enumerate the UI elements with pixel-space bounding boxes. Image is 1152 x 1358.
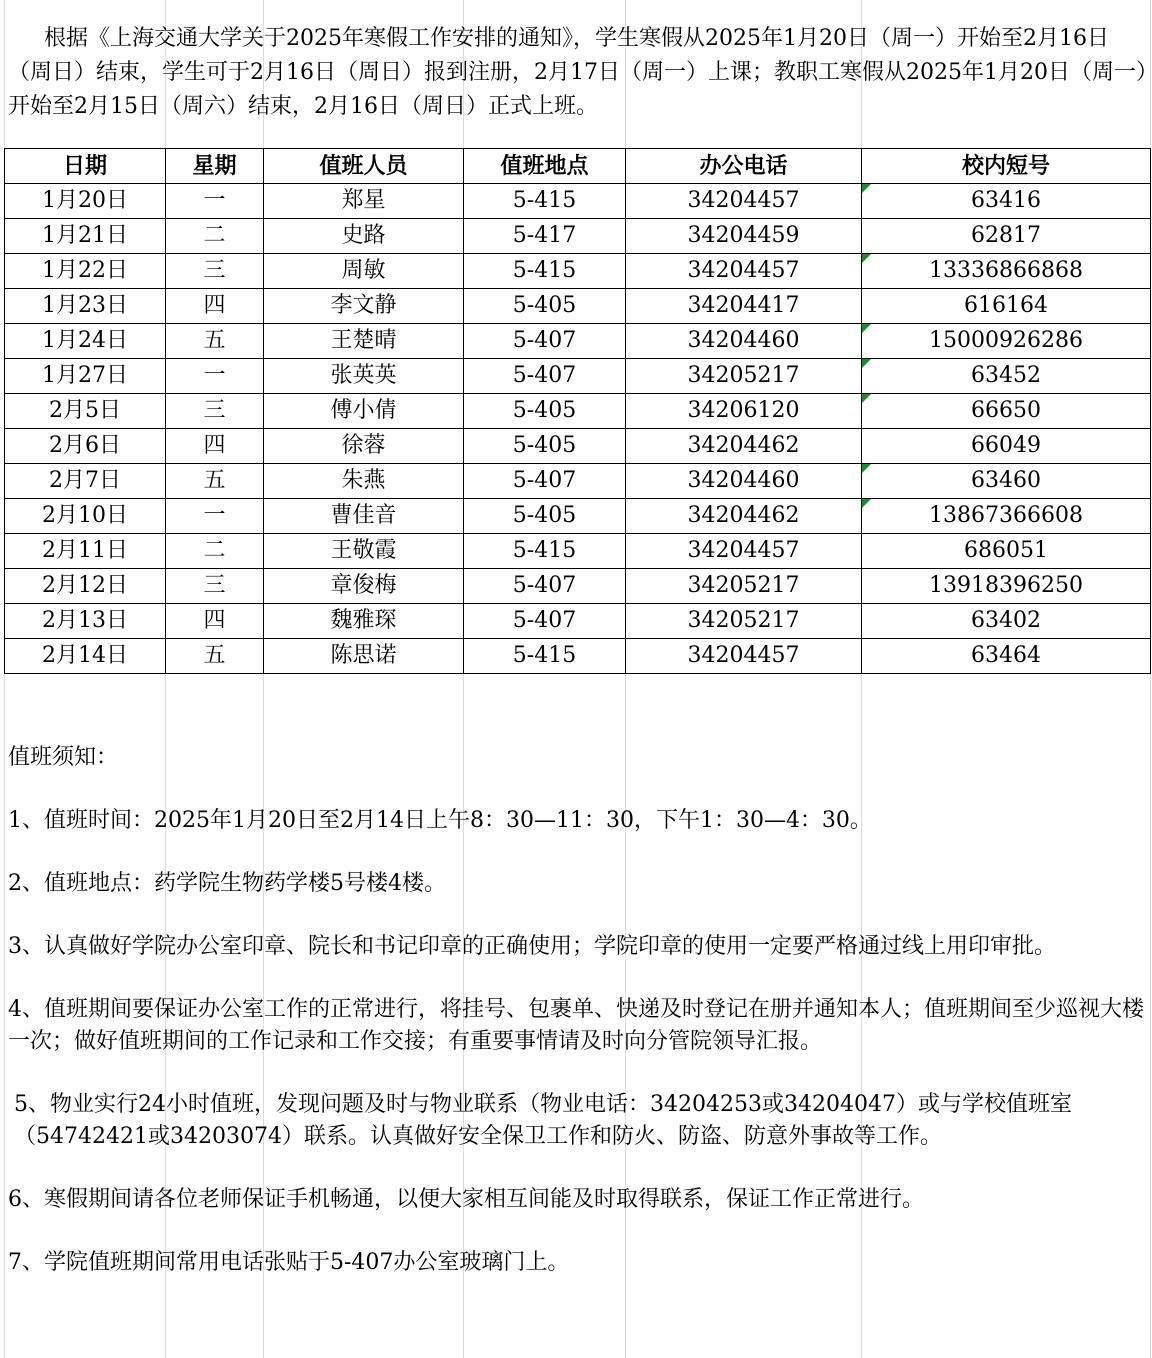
table-row bbox=[5, 219, 1151, 254]
cell-comment-flag-icon bbox=[862, 499, 871, 508]
cell-location-text: 5-407 bbox=[512, 573, 577, 598]
header-person[interactable]: 值班人员 bbox=[264, 149, 464, 184]
cell-office-phone-text: 34204460 bbox=[687, 468, 800, 493]
cell-weekday[interactable] bbox=[166, 219, 264, 254]
cell-weekday-text: 二 bbox=[203, 538, 226, 563]
cell-office-phone[interactable] bbox=[626, 254, 862, 289]
cell-date[interactable] bbox=[5, 219, 166, 254]
cell-person-text: 周敏 bbox=[341, 258, 386, 283]
cell-date-text: 1月23日 bbox=[42, 293, 128, 318]
cell-date-text: 1月22日 bbox=[42, 258, 128, 283]
cell-short-number[interactable] bbox=[862, 499, 1151, 534]
intro-paragraph: 根据《上海交通大学关于2025年寒假工作安排的通知》，学生寒假从2025年1月20日（周一）开始至2月16日（周日）结束，学生可于2月16日（周日）报到注册，2月17日（周一）上课；教职工寒假从2025年1月20日（周一）开始至2月15日（周六）结束，2月16日（周日）正式上班。 bbox=[8, 26, 1147, 119]
cell-date[interactable] bbox=[5, 324, 166, 359]
cell-weekday-text: 三 bbox=[203, 573, 226, 598]
cell-location-text: 5-405 bbox=[512, 398, 577, 423]
cell-office-phone[interactable] bbox=[626, 464, 862, 499]
cell-short-number[interactable] bbox=[862, 184, 1151, 219]
table-row bbox=[5, 184, 1151, 219]
cell-person-text: 郑星 bbox=[341, 188, 386, 213]
cell-weekday[interactable] bbox=[166, 394, 264, 429]
cell-office-phone-text: 34204417 bbox=[687, 293, 800, 318]
header-location[interactable]: 值班地点 bbox=[464, 149, 626, 184]
cell-date[interactable] bbox=[5, 254, 166, 289]
cell-short-number-text: 686051 bbox=[964, 538, 1048, 563]
cell-location-text: 5-415 bbox=[512, 538, 577, 563]
cell-office-phone-text: 34205217 bbox=[687, 363, 800, 388]
cell-weekday[interactable] bbox=[166, 429, 264, 464]
cell-person-text: 李文静 bbox=[330, 293, 397, 318]
cell-date[interactable] bbox=[5, 569, 166, 604]
cell-weekday-text: 五 bbox=[203, 468, 226, 493]
note-item-3: 3、认真做好学院办公室印章、院长和书记印章的正确使用；学院印章的使用一定要严格通过线上用印审批。 bbox=[8, 934, 1057, 959]
cell-weekday[interactable] bbox=[166, 569, 264, 604]
cell-office-phone-text: 34204457 bbox=[687, 643, 800, 668]
cell-weekday-text: 二 bbox=[203, 223, 226, 248]
note-item-5: 5、物业实行24小时值班，发现问题及时与物业联系（物业电话：34204253或34204047）或与学校值班室（54742421或34203074）联系。认真做好安全保卫工作和防火、防盗、防意外事故等工作。 bbox=[14, 1092, 1072, 1149]
cell-date-text: 2月6日 bbox=[49, 433, 121, 458]
cell-person[interactable] bbox=[264, 324, 464, 359]
header-weekday[interactable]: 星期 bbox=[166, 149, 264, 184]
table-row bbox=[5, 569, 1151, 604]
table-body bbox=[5, 184, 1151, 674]
cell-short-number[interactable] bbox=[862, 464, 1151, 499]
cell-location[interactable] bbox=[464, 289, 626, 324]
cell-location-text: 5-405 bbox=[512, 503, 577, 528]
cell-office-phone[interactable] bbox=[626, 394, 862, 429]
cell-weekday-text: 五 bbox=[203, 328, 226, 353]
cell-weekday-text: 一 bbox=[203, 503, 226, 528]
cell-location[interactable] bbox=[464, 534, 626, 569]
cell-short-number[interactable] bbox=[862, 534, 1151, 569]
cell-short-number[interactable] bbox=[862, 219, 1151, 254]
cell-comment-flag-icon bbox=[862, 324, 871, 333]
cell-date-text: 2月14日 bbox=[42, 643, 128, 668]
cell-location-text: 5-407 bbox=[512, 363, 577, 388]
cell-date[interactable] bbox=[5, 359, 166, 394]
cell-person[interactable] bbox=[264, 254, 464, 289]
cell-person-text: 朱燕 bbox=[341, 468, 386, 493]
cell-short-number[interactable] bbox=[862, 254, 1151, 289]
cell-location-text: 5-407 bbox=[512, 608, 577, 633]
header-date[interactable]: 日期 bbox=[5, 149, 166, 184]
cell-short-number[interactable] bbox=[862, 429, 1151, 464]
cell-person-text: 史路 bbox=[341, 223, 386, 248]
table-row bbox=[5, 639, 1151, 674]
cell-short-number[interactable] bbox=[862, 359, 1151, 394]
cell-short-number-text: 63402 bbox=[971, 608, 1041, 633]
note-item-2: 2、值班地点：药学院生物药学楼5号楼4楼。 bbox=[8, 871, 446, 896]
cell-office-phone[interactable] bbox=[626, 359, 862, 394]
table-row bbox=[5, 254, 1151, 289]
cell-person-text: 章俊梅 bbox=[330, 573, 397, 598]
cell-person-text: 曹佳音 bbox=[330, 503, 397, 528]
header-short-number[interactable]: 校内短号 bbox=[862, 149, 1151, 184]
table-row bbox=[5, 324, 1151, 359]
cell-weekday-text: 四 bbox=[203, 293, 226, 318]
cell-person[interactable] bbox=[264, 604, 464, 639]
cell-location-text: 5-415 bbox=[512, 188, 577, 213]
cell-date-text: 2月10日 bbox=[42, 503, 128, 528]
cell-office-phone[interactable] bbox=[626, 289, 862, 324]
table-row bbox=[5, 429, 1151, 464]
cell-person[interactable] bbox=[264, 639, 464, 674]
cell-person[interactable] bbox=[264, 289, 464, 324]
cell-date-text: 1月21日 bbox=[42, 223, 128, 248]
cell-office-phone[interactable] bbox=[626, 569, 862, 604]
duty-roster-table bbox=[4, 148, 1151, 674]
cell-office-phone-text: 34205217 bbox=[687, 608, 800, 633]
cell-short-number-text: 13336866868 bbox=[929, 258, 1083, 283]
cell-short-number-text: 13918396250 bbox=[929, 573, 1083, 598]
cell-date-text: 2月12日 bbox=[42, 573, 128, 598]
cell-short-number-text: 66650 bbox=[971, 398, 1041, 423]
cell-date[interactable] bbox=[5, 534, 166, 569]
cell-location[interactable] bbox=[464, 569, 626, 604]
note-item-6: 6、寒假期间请各位老师保证手机畅通，以便大家相互间能及时取得联系，保证工作正常进行。 bbox=[8, 1187, 925, 1212]
cell-person-text: 张英英 bbox=[330, 363, 397, 388]
note-item-1: 1、值班时间：2025年1月20日至2月14日上午8：30—11：30，下午1：30—4：30。 bbox=[8, 808, 872, 833]
cell-office-phone[interactable] bbox=[626, 219, 862, 254]
cell-person-text: 王敬霞 bbox=[330, 538, 397, 563]
cell-person[interactable] bbox=[264, 429, 464, 464]
cell-date[interactable] bbox=[5, 429, 166, 464]
cell-short-number[interactable] bbox=[862, 639, 1151, 674]
cell-short-number-text: 62817 bbox=[971, 223, 1041, 248]
cell-date[interactable] bbox=[5, 464, 166, 499]
cell-location-text: 5-407 bbox=[512, 468, 577, 493]
cell-office-phone[interactable] bbox=[626, 324, 862, 359]
cell-location[interactable] bbox=[464, 324, 626, 359]
cell-location[interactable] bbox=[464, 499, 626, 534]
cell-location-text: 5-415 bbox=[512, 258, 577, 283]
cell-weekday[interactable] bbox=[166, 639, 264, 674]
cell-short-number[interactable] bbox=[862, 324, 1151, 359]
cell-short-number-text: 616164 bbox=[964, 293, 1048, 318]
cell-office-phone[interactable] bbox=[626, 639, 862, 674]
notes-title: 值班须知： bbox=[8, 745, 119, 770]
cell-person[interactable] bbox=[264, 499, 464, 534]
cell-person[interactable] bbox=[264, 219, 464, 254]
cell-office-phone[interactable] bbox=[626, 534, 862, 569]
cell-person[interactable] bbox=[264, 464, 464, 499]
cell-short-number-text: 13867366608 bbox=[929, 503, 1083, 528]
cell-date[interactable] bbox=[5, 499, 166, 534]
cell-location[interactable] bbox=[464, 359, 626, 394]
table-row bbox=[5, 394, 1151, 429]
cell-weekday-text: 三 bbox=[203, 258, 226, 283]
cell-comment-flag-icon bbox=[862, 394, 871, 403]
cell-weekday[interactable] bbox=[166, 604, 264, 639]
cell-person-text: 王楚晴 bbox=[330, 328, 397, 353]
cell-person[interactable] bbox=[264, 394, 464, 429]
cell-date-text: 2月5日 bbox=[49, 398, 121, 423]
cell-office-phone-text: 34204462 bbox=[687, 433, 800, 458]
cell-weekday-text: 四 bbox=[203, 608, 226, 633]
cell-comment-flag-icon bbox=[862, 254, 871, 263]
table-row bbox=[5, 464, 1151, 499]
table-row bbox=[5, 289, 1151, 324]
cell-short-number-text: 66049 bbox=[971, 433, 1041, 458]
cell-date[interactable] bbox=[5, 289, 166, 324]
cell-weekday[interactable] bbox=[166, 534, 264, 569]
cell-person-text: 魏雅琛 bbox=[330, 608, 397, 633]
cell-person[interactable] bbox=[264, 534, 464, 569]
cell-short-number-text: 15000926286 bbox=[929, 328, 1083, 353]
cell-office-phone[interactable] bbox=[626, 499, 862, 534]
cell-weekday[interactable] bbox=[166, 289, 264, 324]
cell-person-text: 傅小倩 bbox=[330, 398, 397, 423]
cell-weekday-text: 五 bbox=[203, 643, 226, 668]
cell-location[interactable] bbox=[464, 639, 626, 674]
table-row bbox=[5, 359, 1151, 394]
cell-person-text: 陈思诺 bbox=[330, 643, 397, 668]
cell-location-text: 5-415 bbox=[512, 643, 577, 668]
cell-office-phone[interactable] bbox=[626, 429, 862, 464]
cell-weekday[interactable] bbox=[166, 324, 264, 359]
cell-person-text: 徐蓉 bbox=[341, 433, 386, 458]
cell-date[interactable] bbox=[5, 394, 166, 429]
cell-person[interactable] bbox=[264, 184, 464, 219]
cell-person[interactable] bbox=[264, 569, 464, 604]
cell-weekday-text: 一 bbox=[203, 363, 226, 388]
cell-office-phone-text: 34205217 bbox=[687, 573, 800, 598]
table-header-row bbox=[5, 149, 1151, 184]
cell-weekday-text: 一 bbox=[203, 188, 226, 213]
cell-weekday[interactable] bbox=[166, 254, 264, 289]
cell-location[interactable] bbox=[464, 254, 626, 289]
table-row bbox=[5, 499, 1151, 534]
cell-short-number[interactable] bbox=[862, 394, 1151, 429]
cell-office-phone-text: 34204462 bbox=[687, 503, 800, 528]
cell-date-text: 2月11日 bbox=[42, 538, 128, 563]
cell-short-number-text: 63416 bbox=[971, 188, 1041, 213]
cell-location[interactable] bbox=[464, 464, 626, 499]
cell-date[interactable] bbox=[5, 639, 166, 674]
cell-weekday[interactable] bbox=[166, 499, 264, 534]
note-item-4: 4、值班期间要保证办公室工作的正常进行，将挂号、包裹单、快递及时登记在册并通知本人；值班期间至少巡视大楼一次；做好值班期间的工作记录和工作交接；有重要事情请及时向分管院领导汇报。 bbox=[8, 997, 1145, 1054]
cell-weekday-text: 三 bbox=[203, 398, 226, 423]
cell-office-phone-text: 34204460 bbox=[687, 328, 800, 353]
cell-office-phone-text: 34206120 bbox=[687, 398, 800, 423]
cell-short-number[interactable] bbox=[862, 289, 1151, 324]
cell-location[interactable] bbox=[464, 429, 626, 464]
cell-short-number-text: 63452 bbox=[971, 363, 1041, 388]
table-row bbox=[5, 534, 1151, 569]
cell-comment-flag-icon bbox=[862, 464, 871, 473]
cell-office-phone-text: 34204457 bbox=[687, 538, 800, 563]
cell-location[interactable] bbox=[464, 219, 626, 254]
cell-weekday[interactable] bbox=[166, 359, 264, 394]
cell-short-number[interactable] bbox=[862, 569, 1151, 604]
cell-short-number-text: 63464 bbox=[971, 643, 1041, 668]
cell-office-phone-text: 34204459 bbox=[687, 223, 800, 248]
table-row bbox=[5, 604, 1151, 639]
cell-office-phone[interactable] bbox=[626, 184, 862, 219]
note-item-7: 7、学院值班期间常用电话张贴于5-407办公室玻璃门上。 bbox=[8, 1250, 570, 1275]
cell-short-number-text: 63460 bbox=[971, 468, 1041, 493]
cell-location-text: 5-405 bbox=[512, 433, 577, 458]
cell-location-text: 5-405 bbox=[512, 293, 577, 318]
cell-date-text: 1月27日 bbox=[42, 363, 128, 388]
cell-weekday[interactable] bbox=[166, 464, 264, 499]
cell-office-phone-text: 34204457 bbox=[687, 188, 800, 213]
cell-date-text: 2月13日 bbox=[42, 608, 128, 633]
cell-location-text: 5-417 bbox=[512, 223, 577, 248]
cell-weekday-text: 四 bbox=[203, 433, 226, 458]
cell-location[interactable] bbox=[464, 184, 626, 219]
cell-short-number[interactable] bbox=[862, 604, 1151, 639]
duty-notes bbox=[8, 742, 1148, 1310]
header-office-phone[interactable]: 办公电话 bbox=[626, 149, 862, 184]
cell-date[interactable] bbox=[5, 604, 166, 639]
cell-date-text: 2月7日 bbox=[49, 468, 121, 493]
cell-date[interactable] bbox=[5, 184, 166, 219]
cell-person[interactable] bbox=[264, 359, 464, 394]
cell-office-phone-text: 34204457 bbox=[687, 258, 800, 283]
cell-location[interactable] bbox=[464, 604, 626, 639]
cell-date-text: 1月24日 bbox=[42, 328, 128, 353]
cell-location[interactable] bbox=[464, 394, 626, 429]
cell-comment-flag-icon bbox=[862, 184, 871, 193]
cell-weekday[interactable] bbox=[166, 184, 264, 219]
cell-location-text: 5-407 bbox=[512, 328, 577, 353]
cell-date-text: 1月20日 bbox=[42, 188, 128, 213]
cell-comment-flag-icon bbox=[862, 359, 871, 368]
cell-office-phone[interactable] bbox=[626, 604, 862, 639]
